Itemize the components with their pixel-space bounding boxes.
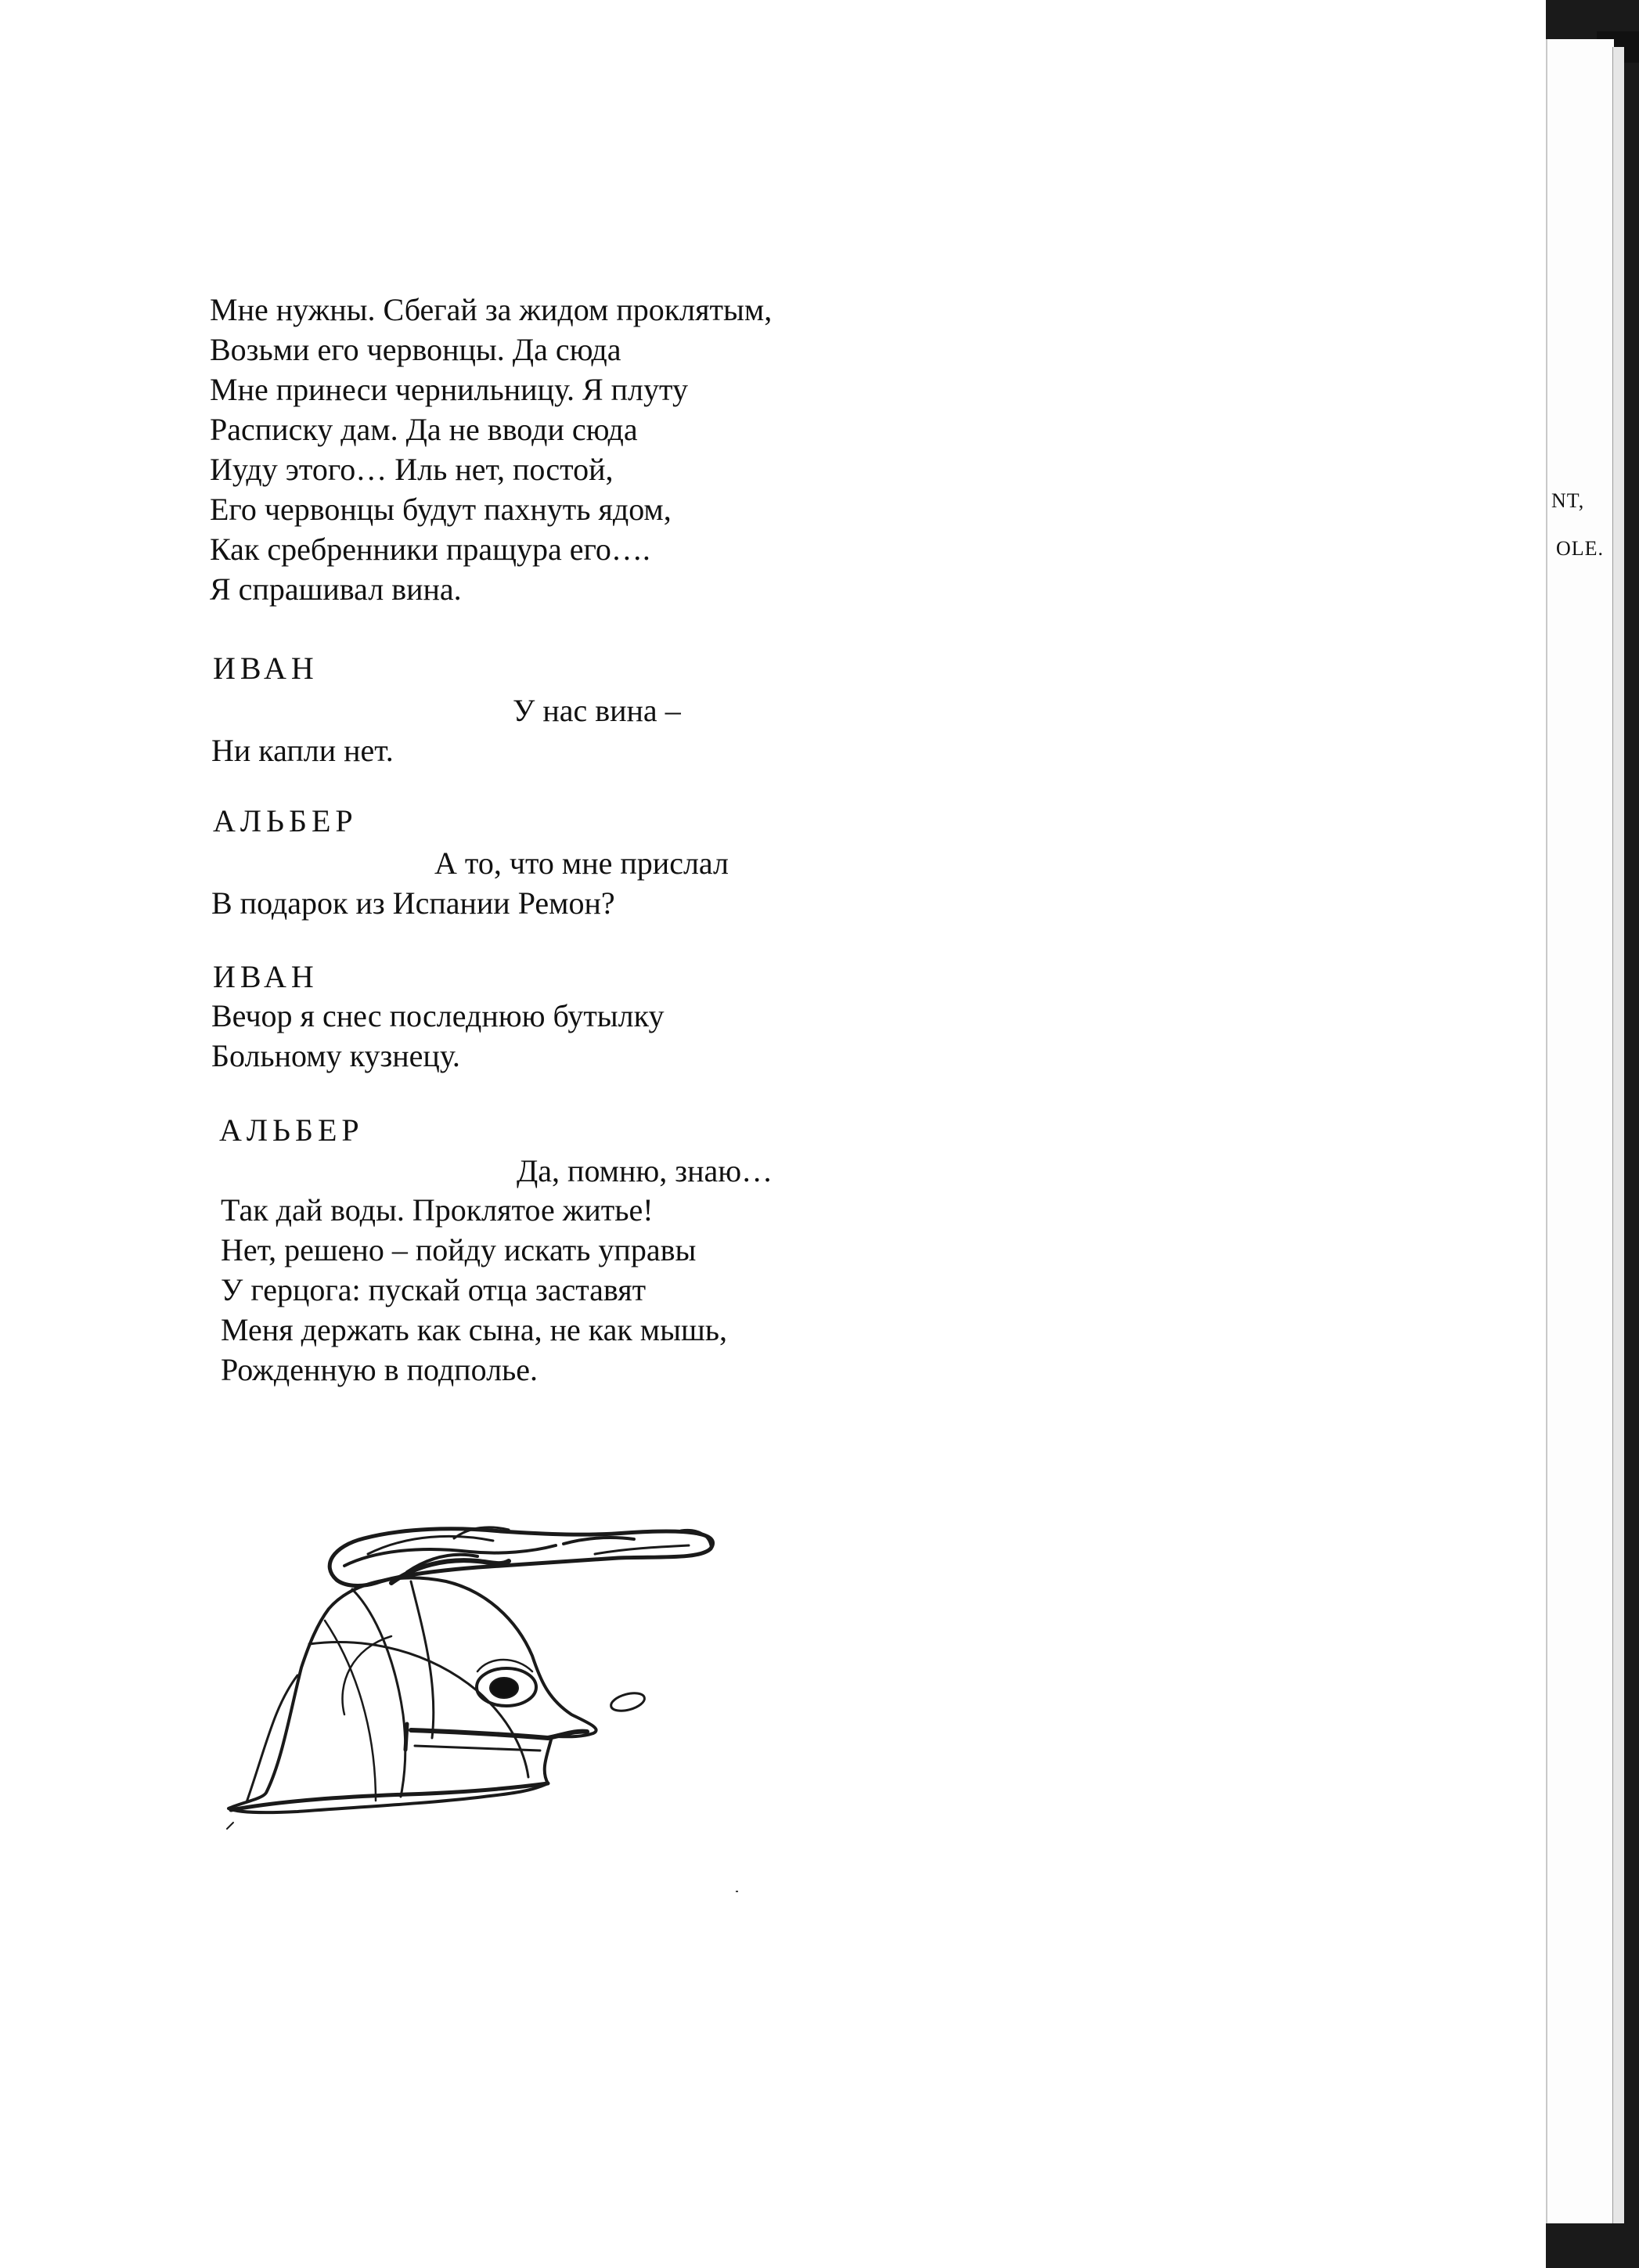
helmet-icon [227, 1578, 647, 1829]
speaker-name: ИВАН [213, 959, 319, 994]
verse-line: Я спрашивал вина. [210, 572, 462, 607]
knight-helmet-sketch-icon [219, 1480, 751, 1910]
verse-line: Вечор я снес последнюю бутылку [211, 998, 665, 1033]
speaker-name: АЛЬБЕР [213, 803, 358, 838]
scan-speck [736, 1891, 738, 1892]
verse-line: Мне нужны. Сбегай за жидом проклятым, [210, 292, 773, 327]
verse-block [221, 1190, 727, 1390]
verse-line: Как сребренники пращура его…. [210, 532, 650, 567]
verse-line: У герцога: пускай отца заставят [221, 1272, 647, 1307]
facing-page-edge [1546, 39, 1614, 2223]
verse-line: Нет, решено – пойду искать управы [221, 1232, 697, 1267]
verse-line: Возьми его червонцы. Да сюда [210, 332, 621, 367]
verse-line: Расписку дам. Да не вводи сюда [210, 412, 638, 447]
verse-line: Меня держать как сына, не как мышь, [221, 1312, 727, 1347]
book-edge-strip [1612, 47, 1624, 2223]
facing-page-fragment: OLE. [1556, 537, 1605, 560]
speaker-name: АЛЬБЕР [219, 1112, 364, 1148]
verse-block [211, 996, 665, 1076]
plume-icon [330, 1527, 712, 1586]
verse-line: Больному кузнецу. [211, 1038, 460, 1073]
continued-line: А то, что мне прислал [434, 846, 729, 881]
continued-line: У нас вина – [513, 693, 681, 728]
verse-line: Мне принеси чернильницу. Я плуту [210, 372, 688, 407]
verse-line: Иуду этого… Иль нет, постой, [210, 452, 614, 487]
opening-verse [210, 290, 772, 609]
continued-line: Да, помню, знаю… [517, 1153, 773, 1188]
verse-line: В подарок из Испании Ремон? [211, 885, 615, 921]
verse-line: Его червонцы будут пахнуть ядом, [210, 492, 672, 527]
speaker-name: ИВАН [213, 651, 319, 686]
facing-page-fragment: NT, [1551, 489, 1585, 512]
verse-line: Так дай воды. Проклятое житье! [221, 1192, 654, 1228]
verse-line: Ни капли нет. [211, 733, 394, 768]
verse-line: Рожденную в подполье. [221, 1352, 539, 1387]
